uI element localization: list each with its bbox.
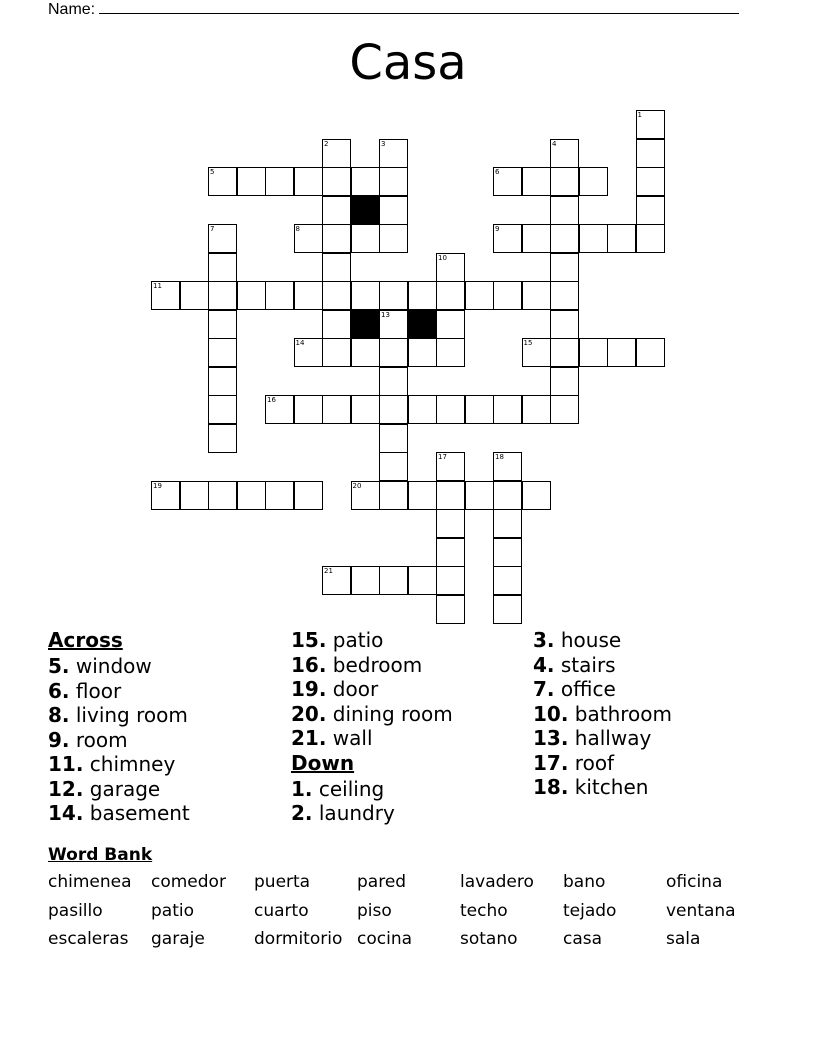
crossword-cell[interactable]	[636, 167, 665, 196]
word-bank-item: casa	[563, 929, 603, 949]
clue-number: 13	[381, 310, 390, 319]
crossword-cell[interactable]	[607, 338, 636, 367]
crossword-cell[interactable]	[550, 167, 579, 196]
clue-down-4: 4. stairs	[533, 652, 616, 677]
crossword-cell[interactable]	[550, 281, 579, 310]
clue-number: 16	[267, 396, 276, 404]
crossword-cell[interactable]	[351, 395, 380, 424]
clue-across-8: 8. living room	[48, 703, 188, 727]
word-bank-item: escaleras	[48, 929, 129, 949]
clues-column-2	[291, 628, 531, 826]
crossword-cell[interactable]	[208, 281, 237, 310]
crossword-cell[interactable]	[322, 196, 351, 225]
crossword-cell[interactable]	[379, 310, 408, 339]
crossword-cell[interactable]	[465, 481, 494, 510]
clue-down-17: 17. roof	[533, 750, 615, 775]
word-bank-item: sala	[666, 929, 701, 949]
clue-across-9: 9. room	[48, 727, 128, 752]
crossword-cell[interactable]	[208, 424, 237, 453]
crossword-cell[interactable]	[408, 395, 437, 424]
crossword-cell[interactable]	[265, 395, 294, 424]
crossword-cell[interactable]	[379, 424, 408, 453]
clue-number: 1	[637, 111, 642, 119]
crossword-cell[interactable]	[379, 338, 408, 367]
crossword-cell[interactable]	[208, 395, 237, 424]
word-bank-item: dormitorio	[254, 929, 343, 949]
name-label: Name:	[48, 1, 96, 18]
crossword-cell[interactable]	[493, 481, 522, 510]
clues-column-1	[48, 628, 288, 826]
crossword-cell[interactable]	[436, 595, 465, 624]
word-bank-item: pasillo	[48, 900, 103, 921]
crossword-cell[interactable]	[408, 281, 437, 310]
crossword-cell[interactable]	[237, 167, 266, 196]
crossword-cell[interactable]	[465, 281, 494, 310]
crossword-cell[interactable]	[493, 452, 522, 481]
clue-number: 19	[153, 481, 162, 490]
word-bank-item: puerta	[254, 872, 311, 892]
crossword-cell[interactable]	[294, 224, 323, 253]
crossword-cell[interactable]	[436, 395, 465, 424]
crossword-cell[interactable]	[522, 224, 551, 253]
crossword-cell[interactable]	[351, 481, 380, 510]
word-bank-item: garaje	[151, 929, 205, 949]
clue-number: 11	[153, 282, 162, 290]
crossword-cell[interactable]	[408, 338, 437, 367]
crossword-cell[interactable]	[379, 395, 408, 424]
across-heading: Across	[48, 628, 123, 652]
clue-across-5: 5. window	[48, 654, 152, 678]
crossword-cell[interactable]	[408, 481, 437, 510]
crossword-cell[interactable]	[208, 224, 237, 253]
crossword-cell[interactable]	[607, 224, 636, 253]
crossword-cell[interactable]	[436, 538, 465, 567]
crossword-cell[interactable]	[579, 224, 608, 253]
word-bank	[48, 872, 768, 950]
crossword-cell[interactable]	[493, 281, 522, 310]
crossword-cell[interactable]	[322, 253, 351, 282]
crossword-cell[interactable]	[522, 281, 551, 310]
clue-number: 5	[210, 168, 215, 176]
crossword-cell[interactable]	[351, 338, 380, 367]
clue-down-18: 18. kitchen	[533, 775, 649, 799]
word-bank-item: tejado	[563, 900, 617, 921]
word-bank-item: patio	[151, 900, 194, 921]
crossword-cell[interactable]	[408, 566, 437, 595]
clue-down-3: 3. house	[533, 628, 622, 652]
clue-down-1: 1. ceiling	[291, 776, 385, 801]
crossword-cell[interactable]	[322, 167, 351, 196]
clue-across-20: 20. dining room	[291, 701, 453, 726]
crossword-cell[interactable]	[522, 167, 551, 196]
clue-across-15: 15. patio	[291, 628, 384, 652]
clue-number: 6	[495, 168, 500, 176]
clue-down-10: 10. bathroom	[533, 701, 673, 726]
word-bank-item: oficina	[666, 872, 723, 892]
clue-number: 2	[324, 139, 329, 148]
crossword-cell[interactable]	[436, 281, 465, 310]
crossword-cell[interactable]	[351, 566, 380, 595]
word-bank-item: bano	[563, 872, 606, 892]
crossword-cell[interactable]	[322, 566, 351, 595]
crossword-cell[interactable]	[550, 310, 579, 339]
clue-across-11: 11. chimney	[48, 752, 176, 776]
crossword-cell[interactable]	[379, 224, 408, 253]
word-bank-heading: Word Bank	[48, 845, 153, 865]
crossword-cell[interactable]	[379, 481, 408, 510]
word-bank-item: piso	[357, 900, 392, 921]
word-bank-item: comedor	[151, 872, 226, 892]
crossword-cell[interactable]	[579, 338, 608, 367]
crossword-cell[interactable]	[379, 367, 408, 396]
word-bank-item: cocina	[357, 929, 413, 949]
page-title: Casa	[349, 35, 467, 91]
word-bank-item: cuarto	[254, 900, 309, 921]
clue-number: 3	[381, 139, 386, 148]
crossword-cell[interactable]	[379, 196, 408, 225]
crossword-block	[351, 196, 380, 225]
crossword-cell[interactable]	[465, 395, 494, 424]
crossword-cell[interactable]	[294, 481, 323, 510]
word-bank-item: pared	[357, 872, 407, 892]
crossword-cell[interactable]	[550, 338, 579, 367]
crossword-cell[interactable]	[522, 395, 551, 424]
word-bank-item: techo	[460, 900, 508, 921]
crossword-cell[interactable]	[351, 167, 380, 196]
crossword-cell[interactable]	[294, 167, 323, 196]
clue-number: 17	[438, 453, 447, 461]
crossword-cell[interactable]	[579, 167, 608, 196]
crossword-cell[interactable]	[265, 481, 294, 510]
crossword-cell[interactable]	[208, 367, 237, 396]
word-bank-item: sotano	[460, 929, 518, 949]
crossword-cell[interactable]	[436, 509, 465, 538]
clue-number: 10	[438, 253, 447, 262]
crossword-cell[interactable]	[265, 167, 294, 196]
clue-down-2: 2. laundry	[291, 801, 395, 825]
crossword-cell[interactable]	[351, 281, 380, 310]
crossword-cell[interactable]	[493, 538, 522, 567]
crossword-cell[interactable]	[522, 338, 551, 367]
crossword-cell[interactable]	[436, 566, 465, 595]
crossword-cell[interactable]	[322, 338, 351, 367]
clue-number: 20	[352, 481, 362, 490]
clue-number: 21	[324, 567, 333, 575]
crossword-cell[interactable]	[436, 338, 465, 367]
crossword-cell[interactable]	[493, 509, 522, 538]
crossword-cell[interactable]	[294, 338, 323, 367]
crossword-cell[interactable]	[208, 481, 237, 510]
crossword-cell[interactable]	[636, 196, 665, 225]
crossword-cell[interactable]	[208, 253, 237, 282]
clue-across-6: 6. floor	[48, 678, 122, 703]
crossword-cell[interactable]	[322, 139, 351, 168]
crossword-cell[interactable]	[294, 281, 323, 310]
crossword-cell[interactable]	[436, 452, 465, 481]
crossword-cell[interactable]	[550, 367, 579, 396]
clue-across-19: 19. door	[291, 677, 379, 701]
crossword-block	[351, 310, 380, 339]
crossword-cell[interactable]	[237, 481, 266, 510]
clue-number: 15	[523, 339, 533, 347]
crossword-cell[interactable]	[636, 338, 665, 367]
clue-across-16: 16. bedroom	[291, 652, 423, 677]
crossword-cell[interactable]	[550, 139, 579, 168]
crossword-cell[interactable]	[550, 224, 579, 253]
crossword-cell[interactable]	[151, 281, 180, 310]
crossword-cell[interactable]	[379, 139, 408, 168]
crossword-cell[interactable]	[636, 110, 665, 139]
crossword-cell[interactable]	[180, 481, 209, 510]
crossword-cell[interactable]	[180, 281, 209, 310]
crossword-cell[interactable]	[436, 481, 465, 510]
clue-across-12: 12. garage	[48, 776, 161, 801]
crossword-cell[interactable]	[493, 395, 522, 424]
crossword-cell[interactable]	[379, 281, 408, 310]
crossword-cell[interactable]	[265, 281, 294, 310]
crossword-cell[interactable]	[322, 310, 351, 339]
crossword-cell[interactable]	[237, 281, 266, 310]
clue-number: 14	[295, 339, 305, 347]
crossword-cell[interactable]	[493, 566, 522, 595]
clue-number: 18	[495, 453, 504, 461]
clues-column-3	[533, 628, 773, 800]
crossword-cell[interactable]	[436, 310, 465, 339]
crossword-cell[interactable]	[493, 167, 522, 196]
word-bank-item: ventana	[666, 900, 736, 921]
crossword-cell[interactable]	[322, 395, 351, 424]
word-bank-item: lavadero	[460, 872, 534, 892]
crossword-cell[interactable]	[550, 395, 579, 424]
clue-across-14: 14. basement	[48, 801, 190, 825]
clue-across-21: 21. wall	[291, 726, 373, 750]
crossword-cell[interactable]	[550, 253, 579, 282]
clue-number: 7	[210, 225, 215, 233]
crossword-cell[interactable]	[379, 452, 408, 481]
crossword-cell[interactable]	[294, 395, 323, 424]
crossword-cell[interactable]	[493, 224, 522, 253]
crossword-cell[interactable]	[151, 481, 180, 510]
down-heading: Down	[291, 750, 355, 775]
clue-number: 4	[552, 139, 557, 148]
clue-down-7: 7. office	[533, 677, 616, 701]
crossword-cell[interactable]	[379, 566, 408, 595]
crossword-cell[interactable]	[322, 224, 351, 253]
clue-number: 8	[295, 225, 300, 233]
crossword-cell[interactable]	[208, 167, 237, 196]
crossword-cell[interactable]	[322, 281, 351, 310]
crossword-cell[interactable]	[493, 595, 522, 624]
crossword-cell[interactable]	[550, 196, 579, 225]
crossword-cell[interactable]	[379, 167, 408, 196]
clue-down-13: 13. hallway	[533, 726, 652, 750]
word-bank-item: chimenea	[48, 872, 132, 892]
crossword-cell[interactable]	[636, 224, 665, 253]
crossword-cell[interactable]	[436, 253, 465, 282]
crossword-cell[interactable]	[208, 310, 237, 339]
crossword-cell[interactable]	[208, 338, 237, 367]
crossword-cell[interactable]	[522, 481, 551, 510]
clue-number: 9	[495, 225, 500, 233]
crossword-block	[408, 310, 437, 339]
crossword-cell[interactable]	[636, 139, 665, 168]
crossword-cell[interactable]	[351, 224, 380, 253]
